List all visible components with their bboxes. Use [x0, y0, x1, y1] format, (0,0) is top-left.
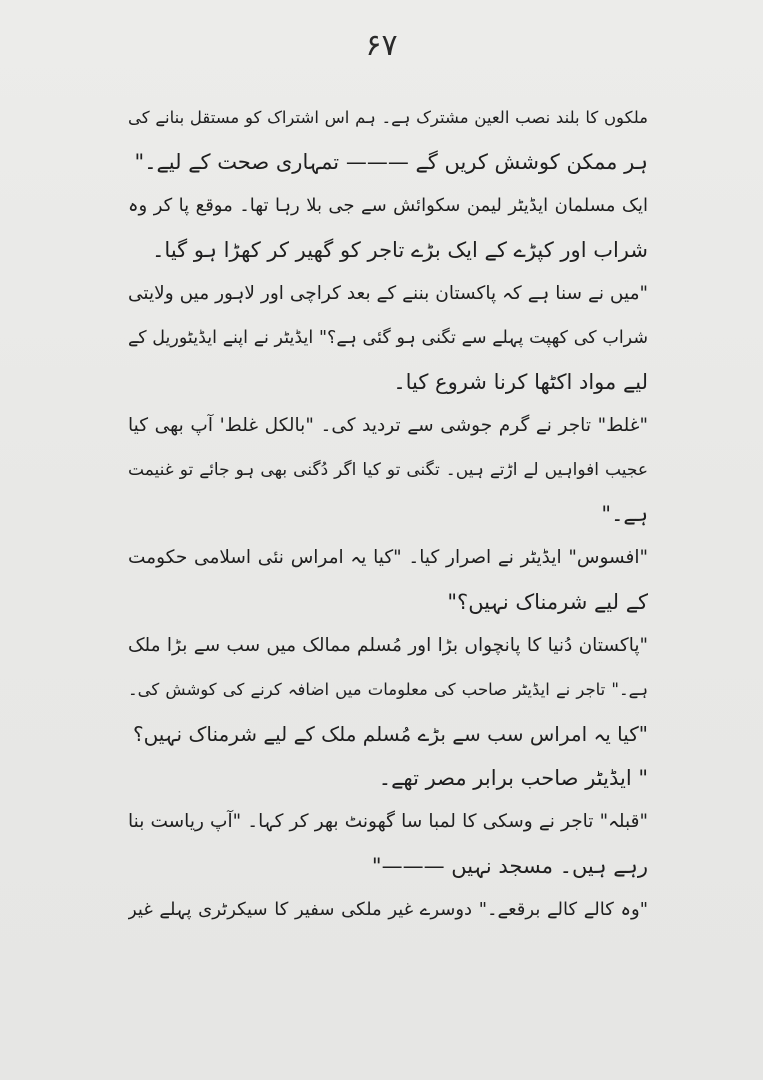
text-line: کے لیے شرمناک نہیں؟" — [447, 590, 648, 614]
text-line: لیے مواد اکٹھا کرنا شروع کیا۔ — [393, 370, 648, 394]
text-line: شراب اور کپڑے کے ایک بڑے تاجر کو گھیر کر کھڑا ہو گیا۔ — [152, 238, 648, 262]
text-line: شراب کی کھپت پہلے سے تگنی ہو گئی ہے؟" ایڈیٹر نے اپنے ایڈیٹوریل کے — [128, 328, 648, 348]
page-number: ۶۷ — [365, 28, 398, 63]
text-line: ایک مسلمان ایڈیٹر لیمن سکوائش سے جی بلا رہا تھا۔ موقع پا کر وہ — [128, 195, 648, 216]
text-line: ہر ممکن کوشش کریں گے ——— تمہاری صحت کے لیے۔" — [134, 150, 648, 174]
text-line: ہے۔" — [601, 502, 648, 526]
text-line: "کیا یہ امراس سب سے بڑے مُسلم ملک کے لیے شرمناک نہیں؟ — [132, 722, 648, 746]
text-line: "پاکستان دُنیا کا پانچواں بڑا اور مُسلم ممالک میں سب سے بڑا ملک — [128, 635, 648, 656]
text-line: "افسوس" ایڈیٹر نے اصرار کیا۔ "کیا یہ امراس نئی اسلامی حکومت — [128, 547, 648, 568]
text-line: ہے۔" تاجر نے ایڈیٹر صاحب کی معلومات میں اضافہ کرنے کی کوشش کی۔ — [128, 680, 648, 699]
body-text — [128, 96, 648, 932]
text-line: عجیب افواہیں لے اڑتے ہیں۔ تگنی تو کیا اگر دُگنی بھی ہو جائے تو غنیمت — [128, 460, 648, 480]
text-line: "وہ کالے کالے برقعے۔" دوسرے غیر ملکی سفیر کا سیکرٹری پہلے غیر — [128, 899, 648, 920]
text-line: "غلط" تاجر نے گرم جوشی سے تردید کی۔ "بالکل غلط' آپ بھی کیا — [128, 415, 648, 436]
text-line: ملکوں کا بلند نصب العین مشترک ہے۔ ہم اس اشتراک کو مستقل بنانے کی — [128, 108, 648, 127]
text-line: "میں نے سنا ہے کہ پاکستان بننے کے بعد کراچی اور لاہور میں ولایتی — [128, 283, 648, 304]
text-line: رہے ہیں۔ مسجد نہیں ———" — [371, 854, 648, 878]
text-line: " ایڈیٹر صاحب برابر مصر تھے۔ — [378, 766, 648, 790]
text-line: "قبلہ" تاجر نے وسکی کا لمبا سا گھونٹ بھر کر کہا۔ "آپ ریاست بنا — [128, 811, 648, 832]
